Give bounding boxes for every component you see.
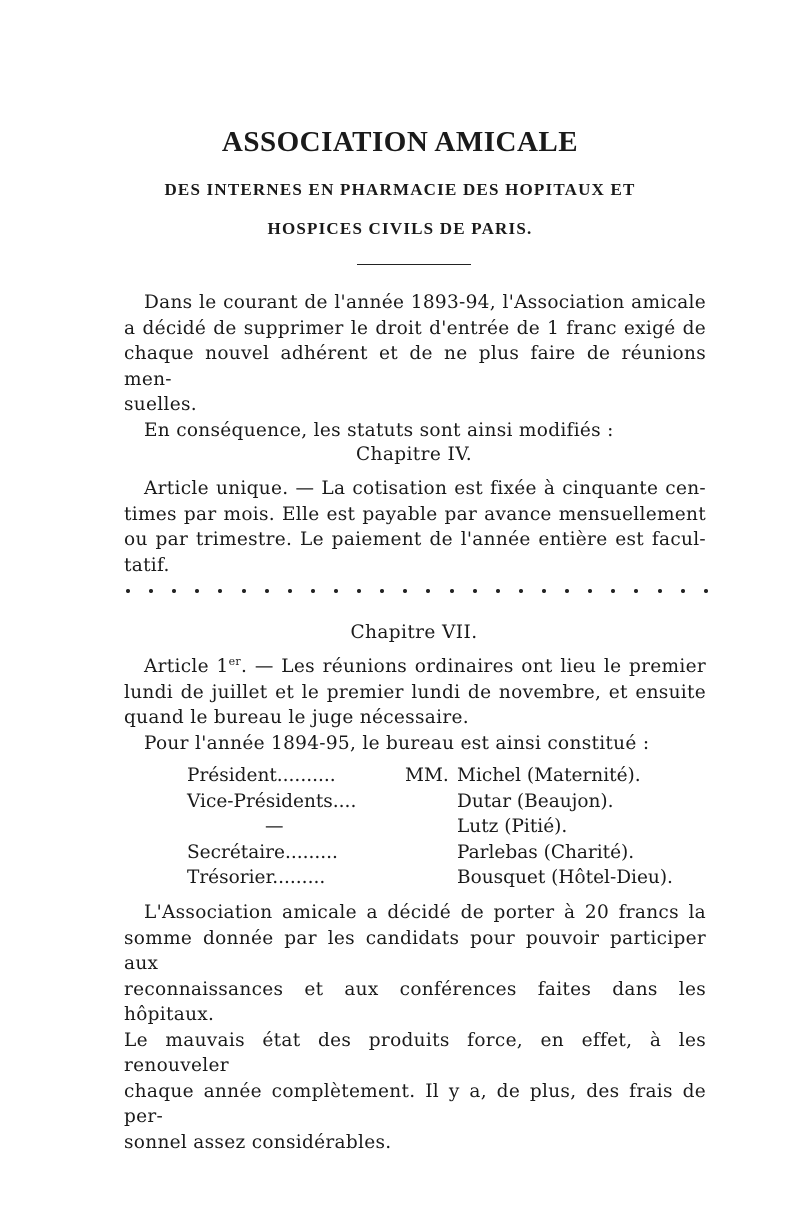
ellipsis-dot [542,589,546,593]
ellipsis-dot [519,589,523,593]
article-line: Article unique. — La cotisation est fixée à cinquante cen- [144,478,706,499]
ellipsis-dot [496,589,500,593]
closing-line: reconnaissances et aux conférences faites dans les hôpitaux. [124,978,706,1025]
chapter-4-article [124,476,706,578]
ellipsis-dot [565,589,569,593]
ellipsis-dot [473,589,477,593]
consequence-line: En conséquence, les statuts sont ainsi modifiés : [144,419,614,441]
bureau-intro-line: Pour l'année 1894-95, le bureau est ainsi constitué : [144,732,650,754]
ellipsis-dot [311,589,315,593]
bureau-role: Trésorier......... [187,867,326,888]
ellipsis-dot [357,589,361,593]
ellipsis-dot [172,589,176,593]
ellipsis-dot [265,589,269,593]
subtitle-line-1: DES INTERNES EN PHARMACIE DES HOPITAUX ET [164,180,636,199]
ellipsis-dot [288,589,292,593]
ellipsis-dot [380,589,384,593]
ellipsis-dot [681,589,685,593]
intro-paragraph [124,290,706,443]
closing-line: chaque année complètement. Il y a, de plus, des frais de per- [124,1080,706,1127]
ellipsis-dot-row [126,589,708,593]
title-divider [357,264,471,265]
bureau-member: Lutz (Pitié). [457,816,568,837]
closing-line: sonnel assez considérables. [124,1131,392,1153]
ellipsis-dot [403,589,407,593]
chapter-4-heading: Chapitre IV. [355,444,473,465]
article-superscript: er [228,655,241,668]
ellipsis-dot [218,589,222,593]
ellipsis-dot [588,589,592,593]
ellipsis-dot [195,589,199,593]
bureau-member: Bousquet (Hôtel-Dieu). [457,867,673,888]
article-line: times par mois. Elle est payable par avance mensuellement [124,503,706,525]
bureau-role: Vice-Présidents.... [187,790,357,812]
intro-line: Dans le courant de l'année 1893-94, l'Association amicale [144,292,706,313]
article-line [124,654,706,680]
ellipsis-dot [658,589,662,593]
subtitle-line-2: HOSPICES CIVILS DE PARIS. [267,219,533,238]
article-text: . — Les réunions ordinaires ont lieu le premier [241,656,706,677]
ellipsis-dot [611,589,615,593]
closing-line: somme donnée par les candidats pour pouvoir participer aux [124,927,706,974]
article-line: quand le bureau le juge nécessaire. [124,707,469,728]
bureau-role: Président.......... [187,765,336,786]
article-line: tatif. [124,554,170,576]
closing-line: Le mauvais état des produits force, en effet, à les renouveler [124,1029,706,1076]
ellipsis-dot [334,589,338,593]
bureau-member: Parlebas (Charité). [457,841,635,863]
ellipsis-dot [426,589,430,593]
ellipsis-dot [704,589,708,593]
intro-line: a décidé de supprimer le droit d'entrée de 1 franc exigé de [124,317,706,339]
bureau-member: Dutar (Beaujon). [457,790,614,812]
chapter-7-article [124,654,706,756]
bureau-member: Michel (Maternité). [457,765,641,786]
ellipsis-dot [242,589,246,593]
bureau-role: Secrétaire......... [187,841,338,863]
bureau-role: — [265,816,284,837]
ellipsis-dot [450,589,454,593]
closing-paragraph [124,900,706,1155]
article-line: lundi de juillet et le premier lundi de novembre, et ensuite [124,681,706,703]
ellipsis-dot [634,589,638,593]
intro-line: chaque nouvel adhérent et de ne plus faire de réunions men- [124,343,706,390]
ellipsis-dot [126,589,130,593]
article-line: ou par trimestre. Le paiement de l'année entière est facul- [124,529,706,550]
closing-line: L'Association amicale a décidé de porter à 20 francs la [144,902,706,923]
article-number: Article 1 [144,656,229,677]
document-title: ASSOCIATION AMICALE [221,126,579,158]
ellipsis-dot [149,589,153,593]
intro-line: suelles. [124,394,197,415]
chapter-7-heading: Chapitre VII. [350,622,478,643]
messieurs-abbrev: MM. [405,765,449,786]
